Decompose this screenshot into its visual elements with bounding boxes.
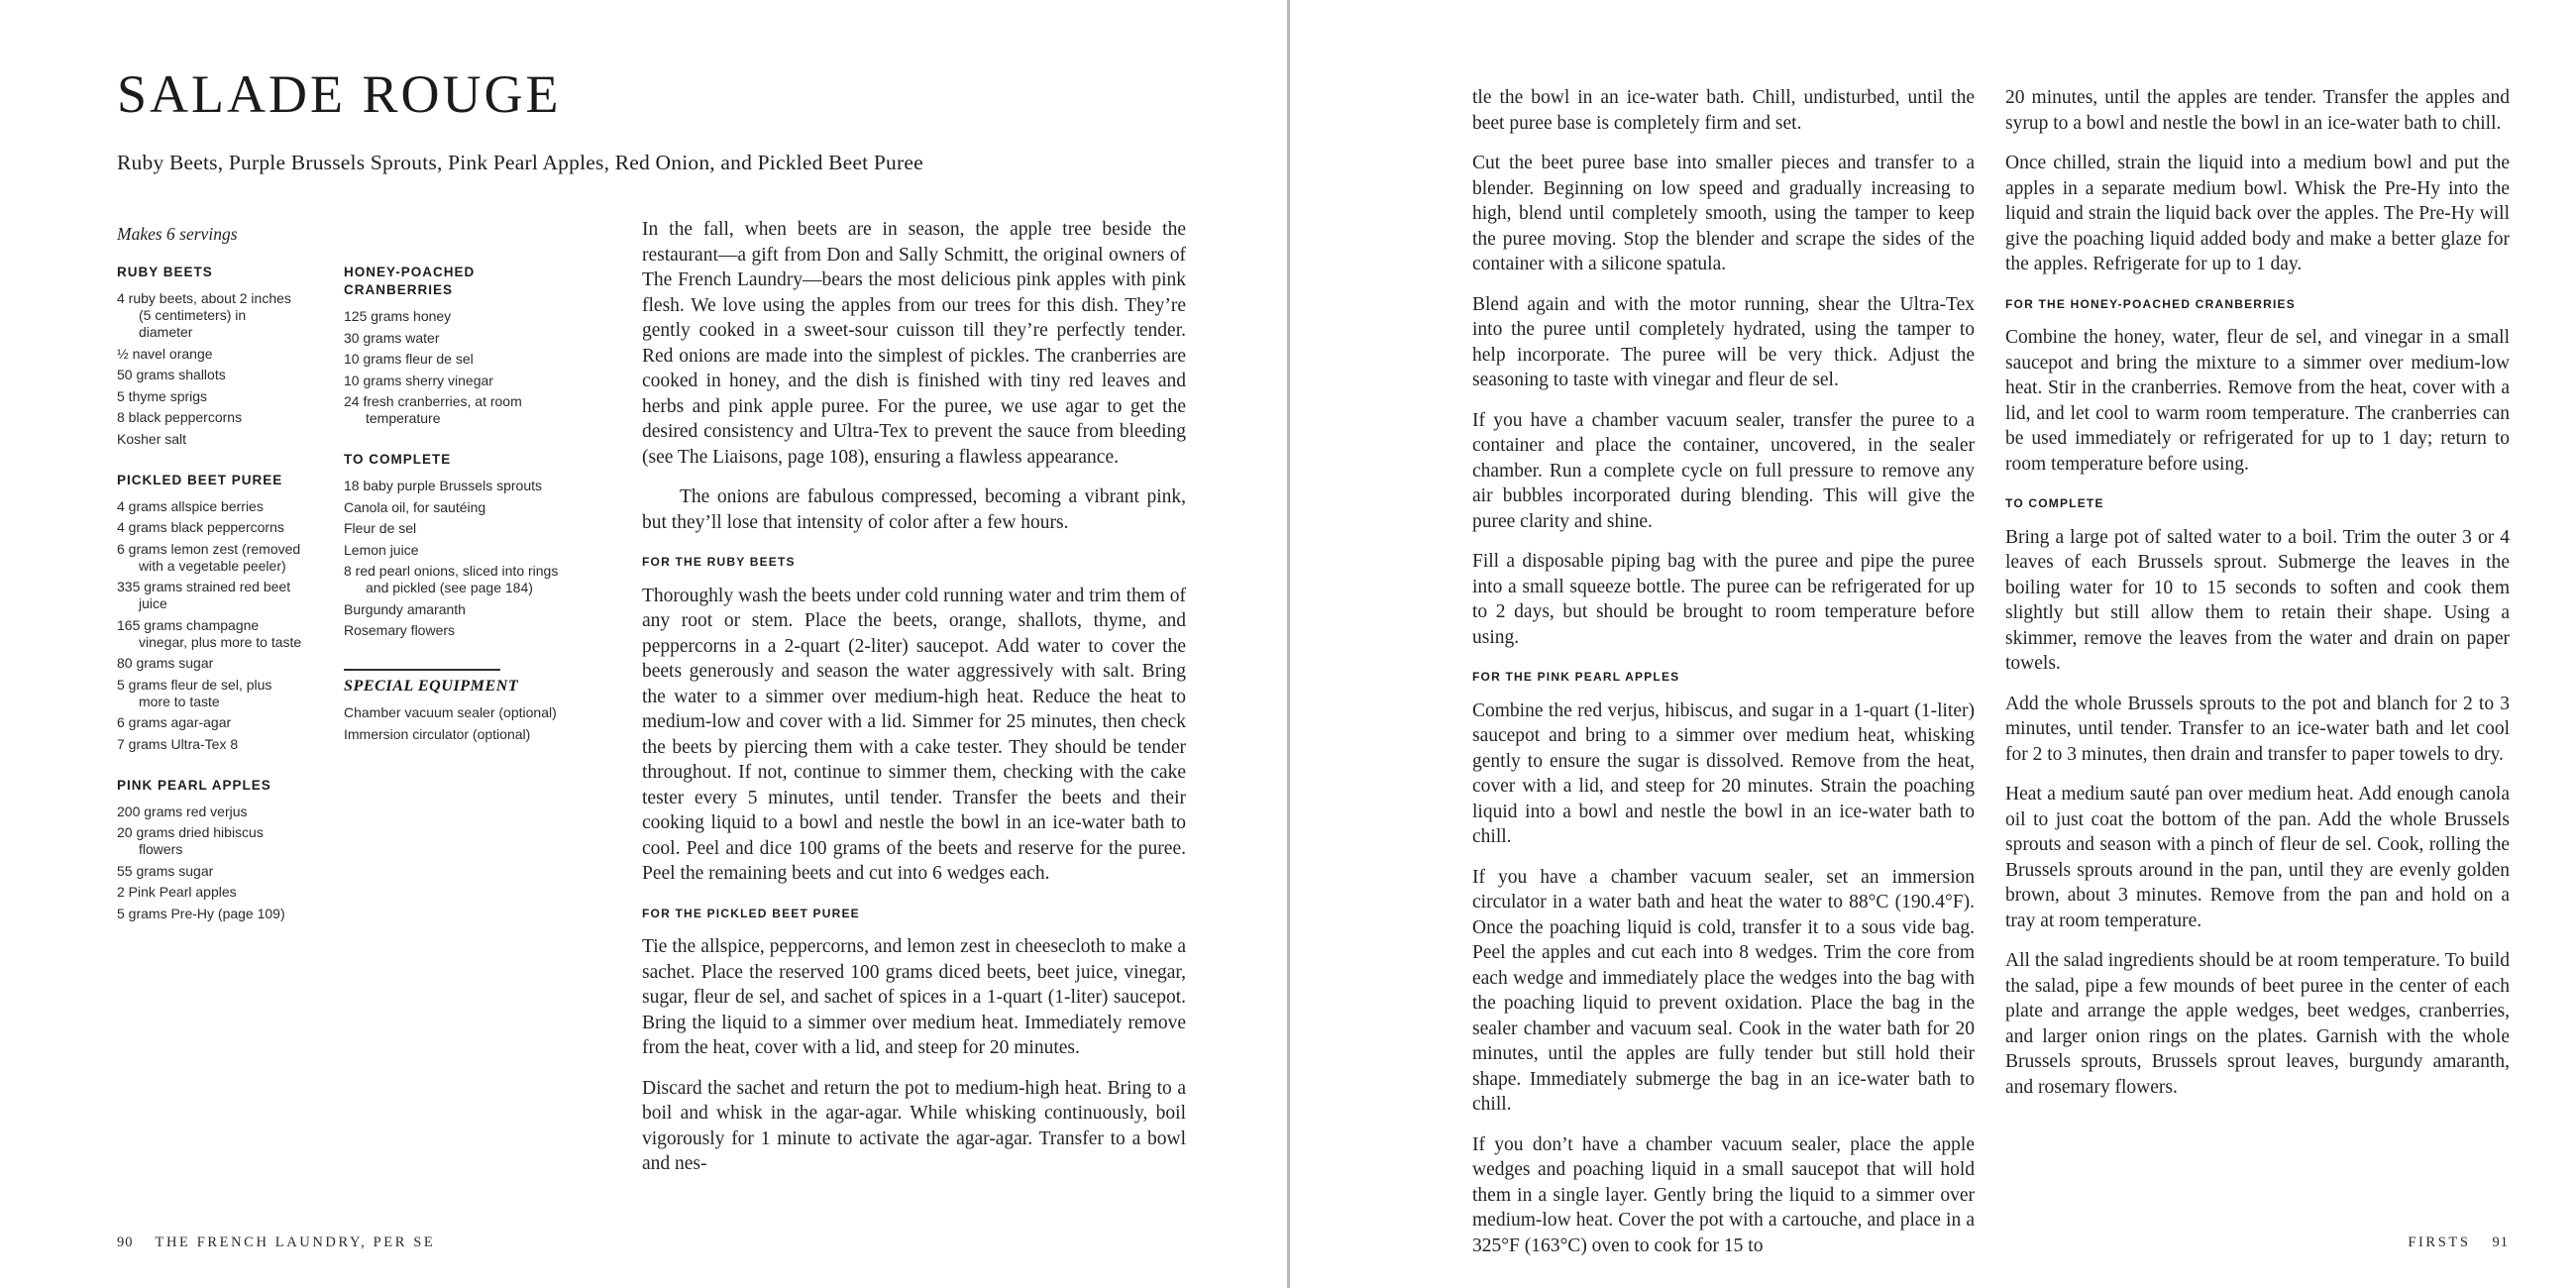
ingredient-item: 30 grams water (344, 329, 440, 346)
recipe-step-heading: FOR THE HONEY-POACHED CRANBERRIES (2005, 296, 2296, 311)
ingredient-item: Rosemary flowers (344, 622, 456, 638)
ingredient-item: 165 grams champagne vinegar, plus more to taste (117, 616, 302, 650)
section-title: FIRSTS (2408, 1234, 2471, 1250)
recipe-paragraph: If you have a chamber vacuum sealer, set an immersion circulator in a water bath and heat the water to 88°C (190.4°F). Once the poaching liquid is cold, transfer it to a sous vide bag. Peel the apples and cut each into 8 wedges. Trim the core from each wedge and immediately place the wedges into the bag with the poaching liquid to prevent oxidation. Place the bag in the sealer chamber and vacuum seal. Cook in the water bath for 20 minutes, until the apples are fully tender but still hold their shape. Immediately submerge the bag in an ice-water bath to chill. (1472, 866, 1975, 1115)
ingredient-group-heading: PINK PEARL APPLES (117, 777, 271, 793)
recipe-paragraph: Fill a disposable piping bag with the puree and pipe the puree into a small squeeze bottle. The puree can be refrigerated for up to 2 days, but should be brought to room temperature before using. (1472, 551, 1975, 648)
recipe-paragraph: Once chilled, strain the liquid into a medium bowl and put the apples in a separate medium bowl. Whisk the Pre-Hy into the liquid and strain the liquid back over the apples. The Pre-Hy will give the poaching liquid added body and make a better glaze for the apples. Refrigerate for up to 1 day. (2005, 153, 2510, 274)
ingredient-item: Kosher salt (117, 430, 187, 447)
ingredient-item: Immersion circulator (optional) (344, 725, 531, 742)
recipe-paragraph: Bring a large pot of salted water to a boil. Trim the outer 3 or 4 leaves of each Brussels sprout. Submerge the leaves in the boiling water for 10 to 15 seconds to soften and cook them slightly but still allow them to retain their shape. Using a skimmer, remove the leaves from the water and drain on paper towels. (2005, 526, 2510, 674)
ingredient-item: 8 red pearl onions, sliced into rings and pickled (see page 184) (344, 563, 559, 595)
recipe-body-column-left (642, 217, 1186, 1192)
recipe-paragraph: Blend again and with the motor running, shear the Ultra-Tex into the puree until completely hydrated, using the tamper to help incorporate. The puree will be very thick. Adjust the seasoning to taste with vinegar and fleur de sel. (1472, 293, 1975, 390)
ingredient-item: 5 grams Pre-Hy (page 109) (117, 905, 285, 921)
ingredient-item: 50 grams shallots (117, 367, 226, 382)
ingredient-item: 80 grams sugar (117, 655, 214, 671)
ingredient-item: 4 grams black peppercorns (117, 519, 284, 535)
recipe-paragraph: All the salad ingredients should be at room temperature. To build the salad, pipe a few mounds of beet puree in the center of each plate and arrange the apple wedges, beet wedges, cranberries, and larger onion rings on the plates. Garnish with the whole Brussels sprouts, Brussels sprout leaves, burgundy amaranth, and rosemary flowers. (2005, 950, 2510, 1098)
recipe-body-column-right-2 (2005, 85, 2510, 1115)
ingredient-item: 6 grams lemon zest (removed with a vegetable peeler) (117, 540, 301, 574)
recipe-paragraph: If you don’t have a chamber vacuum sealer, place the apple wedges and poaching liquid in a small saucepot that will hold them in a single layer. Gently bring the liquid to a simmer over medium-low heat. Cover the pot with a cartouche, and place in a 325°F (163°C) oven to cook for 15 to (1472, 1133, 1975, 1256)
recipe-paragraph: Heat a medium sauté pan over medium heat. Add enough canola oil to just coat the bottom of the pan. Add the whole Brussels sprouts and season with a pinch of fleur de sel. Cook, rolling the Brussels sprouts around in the pan, until they are evenly golden brown, about 3 minutes. Remove from the pan and hold on a tray at room temperature. (2005, 784, 2510, 931)
ingredient-item: 125 grams honey (344, 308, 452, 324)
ingredient-column-2 (344, 264, 566, 747)
ingredient-item: 7 grams Ultra-Tex 8 (117, 735, 239, 752)
recipe-step-heading: FOR THE PICKLED BEET PUREE (642, 906, 860, 920)
recipe-body-column-right-1 (1472, 85, 1975, 1273)
ingredient-item: Fleur de sel (344, 520, 417, 536)
ingredient-item: Lemon juice (344, 541, 419, 558)
ingredient-item: 5 grams fleur de sel, plus more to taste (117, 676, 272, 709)
recipe-paragraph: Thoroughly wash the beets under cold running water and trim them of any root or stem. Place the beets, orange, shallots, thyme, and peppercorns in a 2-quart (2-liter) saucepot. Add water to cover the beets generously and season the water aggressively with salt. Bring the water to a simmer over medium-high heat. Reduce the heat to medium-low and cover with a lid. Simmer for 25 minutes, then check the beets by piercing them with a cake tester. They should be tender throughout. If not, continue to simmer them, checking with the cake tester every 5 minutes, until tender. Transfer the beets and their cooking liquid to a bowl and nestle the bowl in an ice-water bath to cool. Peel and dice 100 grams of the beets and reserve for the puree. Peel the remaining beets and cut into 6 wedges each. (642, 585, 1186, 884)
ingredient-item: 6 grams agar-agar (117, 714, 232, 730)
ingredient-item: 4 ruby beets, about 2 inches (5 centimeters) in diameter (117, 290, 291, 340)
recipe-paragraph: Combine the red verjus, hibiscus, and sugar in a 1-quart (1-liter) saucepot and bring to a simmer over medium heat, whisking gently to ensure the sugar is dissolved. Remove from the heat, cover with a lid, and steep for 20 minutes. Strain the poaching liquid into a bowl and nestle the bowl in an ice-water bath to chill. (1472, 699, 1975, 847)
page-gutter-divider (1287, 0, 1290, 1288)
recipe-paragraph: Tie the allspice, peppercorns, and lemon zest in cheesecloth to make a sachet. Place the reserved 100 grams diced beets, beet juice, vinegar, sugar, fleur de sel, and sachet of spices in a 1-quart (1-liter) saucepot. Bring the liquid to a simmer over medium heat. Immediately remove from the heat, cover with a lid, and steep for 20 minutes. (642, 936, 1186, 1058)
ingredient-item: 2 Pink Pearl apples (117, 884, 237, 900)
footer-left (117, 1234, 435, 1251)
ingredient-group-heading: HONEY-POACHED CRANBERRIES (344, 265, 476, 297)
recipe-paragraph: tle the bowl in an ice-water bath. Chill, undisturbed, until the beet puree base is completely firm and set. (1472, 87, 1975, 134)
recipe-title: SALADE ROUGE (117, 64, 562, 124)
footer-right (2408, 1234, 2509, 1251)
recipe-subtitle: Ruby Beets, Purple Brussels Sprouts, Pink Pearl Apples, Red Onion, and Pickled Beet Puree (117, 151, 923, 174)
recipe-paragraph: 20 minutes, until the apples are tender. Transfer the apples and syrup to a bowl and nestle the bowl in an ice-water bath to chill. (2005, 87, 2510, 134)
ingredient-item: 200 grams red verjus (117, 803, 248, 819)
recipe-paragraph: In the fall, when beets are in season, the apple tree beside the restaurant—a gift from Don and Sally Schmitt, the original owners of The French Laundry—bears the most delicious pink apples with pink flesh. We love using the apples from our trees for this dish. They’re gently cooked in a sweet-sour cuisson till they’re perfectly tender. Red onions are made into the simplest of pickles. The cranberries are cooked in honey, and the dish is finished with tiny red leaves and herbs and pink apple puree. For the puree, we use agar to get the desired consistency and Ultra-Tex to prevent the sauce from bleeding (see The Liaisons, page 108), ensuring a flawless appearance. (642, 219, 1186, 468)
ingredient-item: ½ navel orange (117, 345, 213, 362)
recipe-step-heading: FOR THE RUBY BEETS (642, 555, 796, 569)
ingredient-item: 24 fresh cranberries, at room temperature (344, 393, 522, 426)
servings-note: Makes 6 servings (117, 224, 238, 244)
recipe-paragraph: The onions are fabulous compressed, becoming a vibrant pink, but they’ll lose that intensity of color after a few hours. (642, 486, 1186, 533)
recipe-paragraph: Combine the honey, water, fleur de sel, and vinegar in a small saucepot and bring the mixture to a simmer over medium-low heat. Stir in the cranberries. Remove from the heat, cover with a lid, and let cool to warm room temperature. The cranberries can be used immediately or refrigerated for up to 1 day; return to room temperature before using. (2005, 327, 2510, 475)
ingredient-item: Burgundy amaranth (344, 600, 466, 617)
ingredient-item: 10 grams fleur de sel (344, 351, 474, 367)
ingredient-item: 8 black peppercorns (117, 409, 243, 425)
ingredient-item: 335 grams strained red beet juice (117, 579, 291, 611)
ingredient-item: 10 grams sherry vinegar (344, 372, 493, 388)
equipment-divider (344, 669, 500, 671)
recipe-step-heading: FOR THE PINK PEARL APPLES (1472, 670, 1680, 684)
ingredient-group-heading: SPECIAL EQUIPMENT (344, 678, 519, 695)
book-title: THE FRENCH LAUNDRY, PER SE (155, 1234, 436, 1250)
recipe-paragraph: Cut the beet puree base into smaller pieces and transfer to a blender. Beginning on low speed and gradually increasing to high, blend until completely smooth, using the tamper to keep the puree moving. Stop the blender and scrape the sides of the container with a silicone spatula. (1472, 153, 1975, 274)
recipe-paragraph: Discard the sachet and return the pot to medium-high heat. Bring to a boil and whisk in the agar-agar. While whisking continuously, boil vigorously for 1 minute to activate the agar-agar. Transfer to a bowl and nes- (642, 1077, 1186, 1174)
ingredient-item: Canola oil, for sautéing (344, 498, 486, 515)
ingredient-group-heading: RUBY BEETS (117, 265, 213, 279)
ingredient-item: 4 grams allspice berries (117, 497, 264, 514)
ingredient-item: 20 grams dried hibiscus flowers (117, 824, 264, 857)
ingredient-item: Chamber vacuum sealer (optional) (344, 704, 557, 720)
ingredient-group-heading: TO COMPLETE (344, 452, 452, 467)
ingredient-column-1 (117, 264, 303, 926)
recipe-step-heading: TO COMPLETE (2005, 496, 2104, 510)
ingredient-item: 5 thyme sprigs (117, 387, 208, 404)
ingredient-item: 18 baby purple Brussels sprouts (344, 478, 542, 493)
page-number-left: 90 (117, 1234, 134, 1250)
page-number-right: 91 (2492, 1234, 2509, 1250)
ingredient-group-heading: PICKLED BEET PUREE (117, 472, 283, 487)
ingredient-item: 55 grams sugar (117, 862, 214, 879)
recipe-paragraph: Add the whole Brussels sprouts to the pot and blanch for 2 to 3 minutes, until tender. Transfer to an ice-water bath and let cool for 2 to 3 minutes, then drain and transfer to paper towels to dry. (2005, 693, 2510, 765)
recipe-paragraph: If you have a chamber vacuum sealer, transfer the puree to a container and place the container, uncovered, in the sealer chamber. Run a complete cycle on full pressure to remove any air bubbles incorporated during blending. This will give the puree clarity and shine. (1472, 409, 1975, 532)
